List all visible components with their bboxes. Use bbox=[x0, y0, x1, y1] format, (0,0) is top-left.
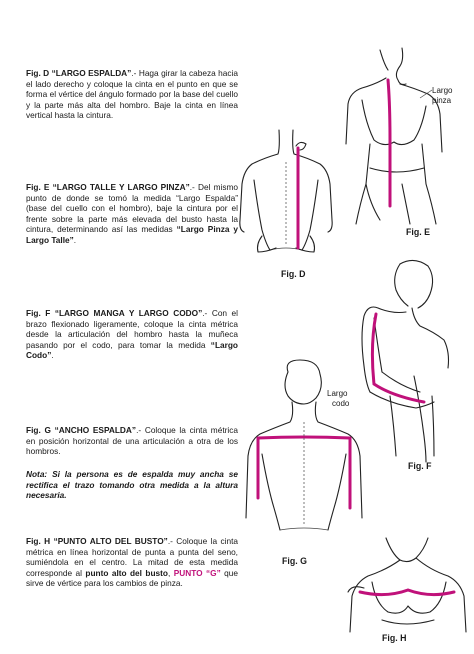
section-e-body: .- Del mismo punto de donde se tomó la medida “Largo Espalda” (base del cuello con el hombro), baje la cintura por el frente sobre la parte más elevada del busto hasta la cintura, determinando así las medidas bbox=[26, 182, 239, 235]
section-e-end: . bbox=[73, 234, 77, 245]
section-g-fig: Fig. G bbox=[26, 425, 51, 435]
punto-g-highlight: PUNTO “G” bbox=[173, 567, 221, 578]
section-f bbox=[26, 308, 238, 361]
fig-d-caption: Fig. D bbox=[281, 269, 306, 279]
fig-e-illustration bbox=[340, 44, 452, 230]
fig-f-label-largo: Largo bbox=[327, 389, 348, 398]
section-f-body: .- Con el brazo flexionado ligeramente, coloque la cinta métrica desde la articulación del hombro hasta la muñeca pasando por el codo, para tomar la medida bbox=[26, 308, 239, 350]
fig-e-label-pinza: pinza bbox=[432, 96, 452, 105]
fig-g-illustration bbox=[240, 358, 370, 550]
section-h-comma: , bbox=[167, 567, 171, 578]
section-d-title: “LARGO ESPALDA” bbox=[51, 68, 132, 78]
section-f-end: . bbox=[51, 350, 54, 361]
fig-f-label-codo: codo bbox=[332, 399, 350, 408]
section-h-body: .- Coloque la cinta métrica en línea horizontal de punta a punta del seno, sumiéndola en el centro. La mitad de esta medida corresponde al bbox=[26, 536, 239, 578]
note-body: Si la persona es de espalda muy ancha se rectifica el trazo tomando otra medida a la altura necesaria. bbox=[26, 469, 238, 501]
section-h-title: “PUNTO ALTO DEL BUSTO” bbox=[53, 536, 168, 546]
section-f-bold-end: “Largo Codo” bbox=[26, 339, 238, 361]
section-e-bold-end: “Largo Pinza y Largo Talle” bbox=[26, 224, 239, 245]
section-h bbox=[26, 536, 238, 589]
fig-d-illustration bbox=[236, 120, 336, 270]
fig-h-illustration bbox=[346, 536, 468, 636]
fig-g-caption: Fig. G bbox=[282, 556, 307, 566]
section-f-fig: Fig. F bbox=[26, 308, 51, 318]
section-h-fig: Fig. H bbox=[26, 536, 51, 546]
section-e bbox=[26, 182, 238, 246]
section-e-title: “LARGO TALLE Y LARGO PINZA” bbox=[52, 182, 190, 192]
section-h-bold-mid: punto alto del busto bbox=[85, 567, 168, 578]
fig-h-caption: Fig. H bbox=[382, 633, 407, 643]
section-h-body-end: que sirve de vértice para los cambios de pinza. bbox=[26, 567, 238, 589]
section-d-fig: Fig. D bbox=[26, 68, 50, 78]
section-g bbox=[26, 425, 238, 457]
fig-f-caption: Fig. F bbox=[408, 461, 432, 471]
section-f-title: “LARGO MANGA Y LARGO CODO” bbox=[54, 308, 203, 318]
fig-e-label-largo: Largo bbox=[432, 86, 453, 95]
section-g-body: .- Coloque la cinta métrica en posición horizontal de una articulación a otra de los hombros. bbox=[26, 425, 238, 457]
section-d-body: .- Haga girar la cabeza hacia el lado derecho y coloque la cinta en el punto en que se forma el vértice del ángulo formado por la base del cuello y la parte más alta del hombro. Baje la cinta en línea vertical hasta la cintura. bbox=[26, 68, 239, 121]
fig-e-caption: Fig. E bbox=[406, 227, 430, 237]
note-label: Nota: bbox=[26, 469, 48, 479]
section-d bbox=[26, 68, 238, 121]
section-g-title: “ANCHO ESPALDA” bbox=[54, 425, 137, 435]
note bbox=[26, 469, 238, 501]
section-e-fig: Fig. E bbox=[26, 182, 50, 192]
